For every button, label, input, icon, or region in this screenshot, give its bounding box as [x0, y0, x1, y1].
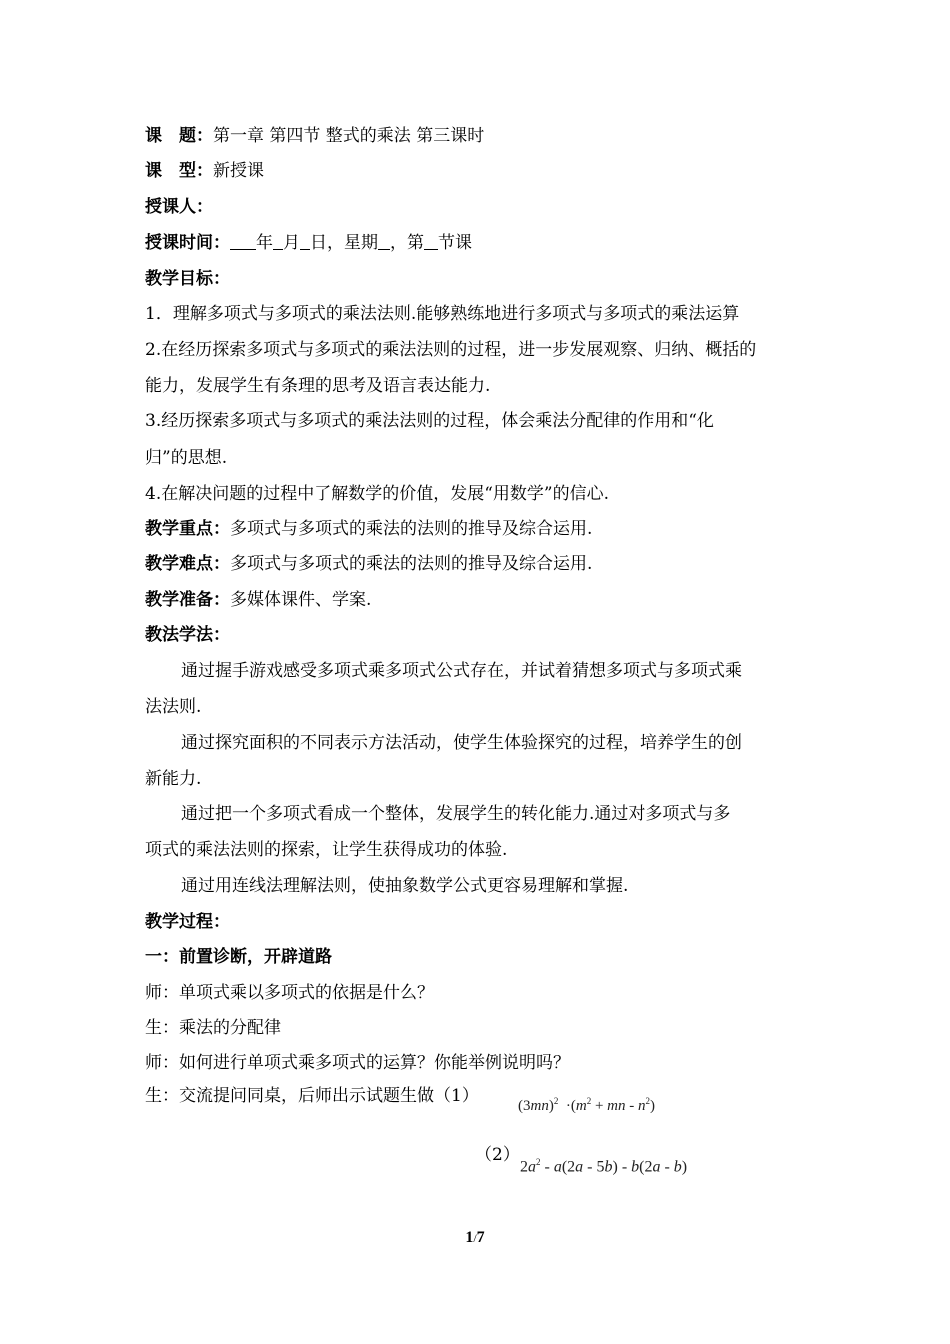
exercise-2-formula: $2a^2 - a(2a - 5b) - b(2a - b)$: [520, 1157, 688, 1176]
goal-1: 1．理解多项式与多项式的乘法法则.能够熟练地进行多项式与多项式的乘法运算: [145, 304, 740, 324]
student-answer-1: 生：乘法的分配律: [145, 1018, 281, 1038]
method-3b: 项式的乘法法则的探索，让学生获得成功的体验.: [145, 840, 508, 860]
exercise-1-formula: $(3mn)^2 \cdot(m^2$ + mn - $n^2$): [518, 1096, 655, 1114]
method-3a: 通过把一个多项式看成一个整体，发展学生的转化能力.通过对多项式与多: [181, 804, 731, 824]
weekday-blank: [378, 231, 390, 250]
month-text: 月: [283, 233, 300, 253]
topic-label: 课 题：: [145, 126, 213, 146]
prep-value: 多媒体课件、学案.: [230, 590, 372, 610]
year-text: 年: [256, 233, 273, 253]
year-blank: [230, 231, 256, 250]
period-blank: [424, 231, 438, 250]
page-number: [0, 1229, 950, 1247]
prep-line: [145, 588, 371, 612]
methods-heading: 教法学法：: [145, 625, 230, 645]
method-2b: 新能力.: [145, 769, 202, 789]
prep-label: 教学准备：: [145, 590, 230, 610]
difficulty-label: 教学难点：: [145, 554, 230, 574]
goal-4: 4.在解决问题的过程中了解数学的价值，发展“用数学”的信心.: [145, 484, 610, 504]
day-text: 日，星期: [310, 233, 378, 253]
process-heading: 教学过程：: [145, 912, 230, 932]
goal-3a: 3.经历探索多项式与多项式的乘法法则的过程，体会乘法分配律的作用和“化: [145, 411, 714, 431]
type-line: [145, 159, 264, 183]
goal-2a: 2.在经历探索多项式与多项式的乘法法则的过程，进一步发展观察、归纳、概括的: [145, 340, 757, 360]
period-text: 节课: [438, 233, 472, 253]
method-1a: 通过握手游戏感受多项式乘多项式公式存在，并试着猜想多项式与多项式乘: [181, 661, 742, 681]
key-point-label: 教学重点：: [145, 519, 230, 539]
method-1b: 法法则.: [145, 697, 202, 717]
exercise-2-label: （2）: [475, 1145, 520, 1165]
day-blank: [300, 231, 310, 250]
topic-line: [145, 124, 484, 148]
goal-3b: 归”的思想.: [145, 448, 228, 468]
weekday-text: ，第: [390, 233, 424, 253]
method-2a: 通过探究面积的不同表示方法活动，使学生体验探究的过程，培养学生的创: [181, 733, 742, 753]
teacher-line: [145, 195, 213, 219]
page-total: 7: [476, 1229, 485, 1246]
teacher-question-1: 师：单项式乘以多项式的依据是什么？: [145, 983, 434, 1003]
key-point-line: [145, 517, 592, 541]
goal-2b: 能力，发展学生有条理的思考及语言表达能力.: [145, 376, 491, 396]
page-current: 1: [465, 1229, 474, 1246]
section-1-heading: 一：前置诊断，开辟道路: [145, 947, 332, 967]
teacher-label: 授课人：: [145, 197, 213, 217]
difficulty-line: [145, 552, 592, 576]
time-label: 授课时间：: [145, 233, 230, 253]
time-line: [145, 231, 472, 255]
type-label: 课 型：: [145, 161, 213, 181]
student-answer-2: 生：交流提问同桌，后师出示试题生做（1）: [145, 1086, 479, 1106]
goals-heading: 教学目标：: [145, 269, 230, 289]
teacher-question-2: 师：如何进行单项式乘多项式的运算？你能举例说明吗？: [145, 1053, 570, 1073]
type-value: 新授课: [213, 161, 264, 181]
difficulty-value: 多项式与多项式的乘法的法则的推导及综合运用.: [230, 554, 593, 574]
key-point-value: 多项式与多项式的乘法的法则的推导及综合运用.: [230, 519, 593, 539]
month-blank: [273, 231, 283, 250]
topic-value: 第一章 第四节 整式的乘法 第三课时: [213, 126, 485, 146]
method-4: 通过用连线法理解法则，使抽象数学公式更容易理解和掌握.: [181, 876, 629, 896]
page-separator: /: [473, 1231, 477, 1245]
